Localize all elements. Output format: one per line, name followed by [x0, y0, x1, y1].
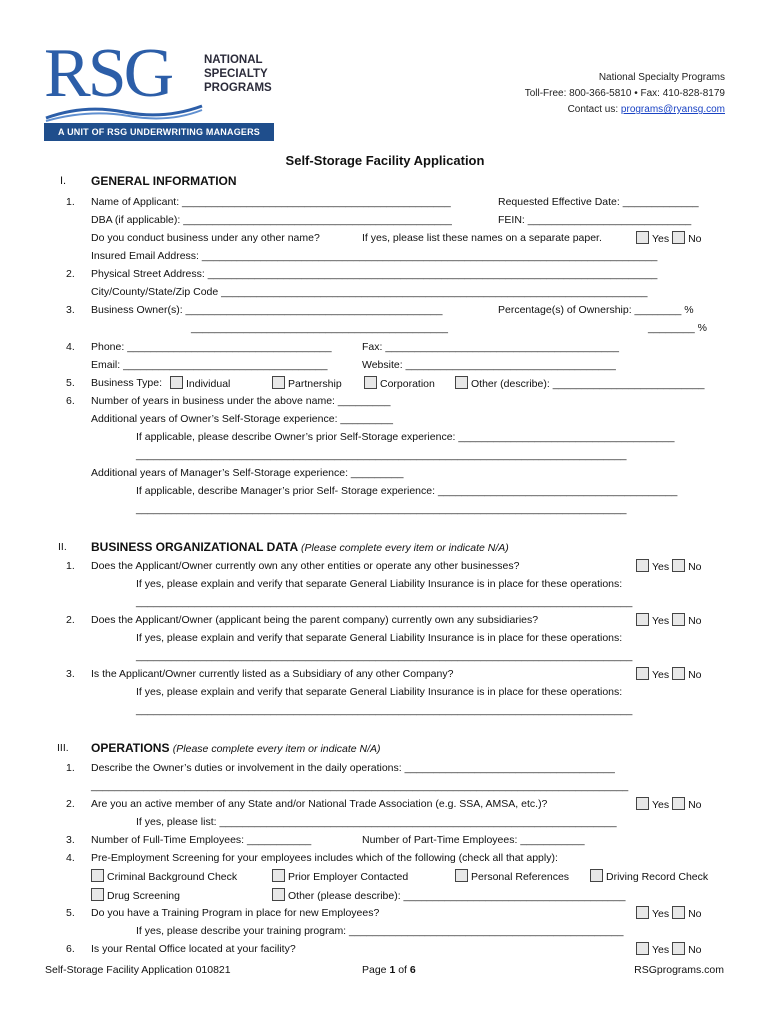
training-program-field[interactable]: If yes, please describe your training program: _______________________________________________ — [136, 925, 624, 937]
option-label: Driving Record Check — [606, 871, 709, 883]
checkbox[interactable] — [272, 869, 285, 882]
insured-email-field[interactable]: Insured Email Address: ______________________________________________________________________________ — [91, 250, 658, 262]
yes-label: Yes — [652, 908, 670, 920]
yes-no-group — [636, 942, 702, 956]
screening-criminal-background[interactable] — [91, 869, 237, 883]
option-label: Personal References — [471, 871, 570, 883]
contact-org: National Specialty Programs — [598, 72, 725, 83]
logo-line-1: NATIONAL — [204, 54, 263, 66]
contact-line — [525, 102, 725, 118]
checkbox[interactable] — [91, 869, 104, 882]
rental-office-question: Is your Rental Office located at your facility? — [91, 943, 296, 955]
business-type-corporation[interactable] — [364, 376, 435, 390]
business-type-other[interactable] — [455, 376, 705, 390]
yes-checkbox[interactable] — [636, 942, 649, 955]
explanation-line[interactable]: _____________________________________________________________________________________ — [136, 596, 633, 608]
q-num: 5. — [66, 907, 75, 919]
explanation-prompt: If yes, please explain and verify that separate General Liability Insurance is in place for these operations: — [136, 632, 623, 644]
ownership-percent-field-2[interactable]: ________ % — [648, 322, 707, 334]
page-title: Self-Storage Facility Application — [285, 153, 485, 168]
q-num: 1. — [66, 762, 75, 774]
subsidiaries-question: Does the Applicant/Owner (applicant being the parent company) currently own any subsidiaries? — [91, 614, 539, 626]
page-prefix: Page — [362, 964, 390, 976]
part-time-employees-field[interactable]: Number of Part-Time Employees: ___________ — [362, 834, 585, 846]
option-label: Other (describe): __________________________ — [471, 378, 705, 390]
section-2-title: BUSINESS ORGANIZATIONAL DATA — [91, 540, 298, 554]
q-num: 3. — [66, 834, 75, 846]
applicant-name-field[interactable]: Name of Applicant: ______________________________________________ — [91, 196, 451, 208]
manager-experience-desc-field[interactable]: If applicable, describe Manager’s prior Self- Storage experience: _________________________________________ — [136, 485, 678, 497]
no-label: No — [688, 233, 702, 245]
explanation-line[interactable]: _____________________________________________________________________________________ — [136, 650, 633, 662]
no-checkbox[interactable] — [672, 906, 685, 919]
yes-no-group — [636, 559, 702, 573]
q-num: 3. — [66, 304, 75, 316]
option-label: Prior Employer Contacted — [288, 871, 409, 883]
explanation-line[interactable]: _____________________________________________________________________________________ — [136, 704, 633, 716]
section-3-number: III. — [57, 742, 69, 754]
owner-duties-field[interactable]: Describe the Owner’s duties or involvement in the daily operations: ____________________________________ — [91, 762, 615, 774]
no-label: No — [688, 669, 702, 681]
subsidiary-of-question: Is the Applicant/Owner currently listed as a Subsidiary of any other Company? — [91, 668, 454, 680]
q-num: 2. — [66, 268, 75, 280]
email-field[interactable]: Email: ___________________________________ — [91, 359, 328, 371]
owner-experience-desc-field[interactable]: If applicable, please describe Owner’s prior Self-Storage experience: _____________________________________ — [136, 431, 675, 443]
yes-label: Yes — [652, 799, 670, 811]
logo-banner: A UNIT OF RSG UNDERWRITING MANAGERS — [44, 123, 274, 141]
fein-field[interactable]: FEIN: ____________________________ — [498, 214, 692, 226]
checkbox[interactable] — [170, 376, 183, 389]
contact-label: Contact us: — [567, 104, 621, 115]
no-checkbox[interactable] — [672, 231, 685, 244]
contact-phones: Toll-Free: 800-366-5810 • Fax: 410-828-8179 — [524, 88, 725, 99]
yes-no-group — [636, 797, 702, 811]
business-owner-field-2[interactable]: ____________________________________________ — [191, 322, 448, 334]
yes-checkbox[interactable] — [636, 906, 649, 919]
owner-experience-years-field[interactable]: Additional years of Owner’s Self-Storage experience: _________ — [91, 413, 393, 425]
ownership-percent-field[interactable]: Percentage(s) of Ownership: ________ % — [498, 304, 694, 316]
screening-drug[interactable] — [91, 888, 180, 902]
contact-block — [525, 70, 725, 118]
other-name-note: If yes, please list these names on a separate paper. — [362, 232, 602, 244]
q-num: 1. — [66, 560, 75, 572]
yes-label: Yes — [652, 233, 670, 245]
checkbox[interactable] — [455, 869, 468, 882]
option-label: Other (please describe): ______________________________________ — [288, 890, 626, 902]
no-checkbox[interactable] — [672, 613, 685, 626]
section-3-heading — [91, 741, 381, 755]
section-3-note: (Please complete every item or indicate N/A) — [172, 743, 381, 755]
effective-date-field[interactable]: Requested Effective Date: _____________ — [498, 196, 699, 208]
section-3-title: OPERATIONS — [91, 741, 170, 755]
logo-line-2: SPECIALTY — [204, 68, 268, 80]
other-entities-question: Does the Applicant/Owner currently own any other entities or operate any other businesses? — [91, 560, 520, 572]
q-num: 5. — [66, 377, 75, 389]
no-label: No — [688, 944, 702, 956]
no-label: No — [688, 615, 702, 627]
trade-association-question: Are you an active member of any State and/or National Trade Association (e.g. SSA, AMSA, etc.)? — [91, 798, 548, 810]
checkbox[interactable] — [272, 888, 285, 901]
yes-no-group — [636, 613, 702, 627]
yes-no-group — [636, 231, 702, 245]
rsg-logo — [44, 35, 284, 144]
screening-driving-record[interactable] — [590, 869, 708, 883]
owner-experience-desc-line[interactable]: ____________________________________________________________________________________ — [136, 449, 627, 461]
street-address-field[interactable]: Physical Street Address: _____________________________________________________________________________ — [91, 268, 658, 280]
explanation-prompt: If yes, please explain and verify that separate General Liability Insurance is in place for these operations: — [136, 578, 623, 590]
years-in-business-field[interactable]: Number of years in business under the above name: _________ — [91, 395, 391, 407]
section-2-heading — [91, 540, 509, 554]
no-label: No — [688, 799, 702, 811]
logo-wordmark: RSG — [44, 35, 172, 112]
yes-checkbox[interactable] — [636, 613, 649, 626]
yes-label: Yes — [652, 615, 670, 627]
yes-no-group — [636, 667, 702, 681]
business-type-partnership[interactable] — [272, 376, 342, 390]
logo-line-3: PROGRAMS — [204, 82, 272, 94]
checkbox[interactable] — [455, 376, 468, 389]
business-type-individual[interactable] — [170, 376, 230, 390]
screening-prior-employer[interactable] — [272, 869, 408, 883]
q-num: 4. — [66, 852, 75, 864]
city-state-zip-field[interactable]: City/County/State/Zip Code _________________________________________________________________________ — [91, 286, 648, 298]
explanation-prompt: If yes, please explain and verify that separate General Liability Insurance is in place for these operations: — [136, 686, 623, 698]
yes-label: Yes — [652, 944, 670, 956]
yes-checkbox[interactable] — [636, 559, 649, 572]
option-label: Individual — [186, 378, 231, 390]
screening-personal-references[interactable] — [455, 869, 569, 883]
footer-form-id: Self-Storage Facility Application 010821 — [45, 964, 231, 976]
checkbox[interactable] — [91, 888, 104, 901]
page-current: 1 — [389, 964, 396, 976]
yes-checkbox[interactable] — [636, 231, 649, 244]
yes-checkbox[interactable] — [636, 797, 649, 810]
q-num: 6. — [66, 943, 75, 955]
yes-checkbox[interactable] — [636, 667, 649, 680]
checkbox[interactable] — [272, 376, 285, 389]
option-label: Drug Screening — [107, 890, 180, 902]
contact-email-link[interactable]: programs@ryansg.com — [620, 104, 725, 115]
page-total: 6 — [409, 964, 416, 976]
q-num: 3. — [66, 668, 75, 680]
q-num: 2. — [66, 798, 75, 810]
no-checkbox[interactable] — [672, 942, 685, 955]
q-num: 2. — [66, 614, 75, 626]
manager-experience-years-field[interactable]: Additional years of Manager’s Self-Storage experience: _________ — [91, 467, 404, 479]
section-2-number: II. — [58, 541, 67, 553]
business-type-label: Business Type: — [91, 377, 163, 389]
section-2-note: (Please complete every item or indicate N/A) — [301, 542, 509, 554]
q-num: 6. — [66, 395, 75, 407]
screening-other[interactable] — [272, 888, 625, 902]
yes-no-group — [636, 906, 702, 920]
business-owner-field[interactable]: Business Owner(s): ____________________________________________ — [91, 304, 443, 316]
manager-experience-desc-line[interactable]: ____________________________________________________________________________________ — [136, 503, 627, 515]
checkbox[interactable] — [364, 376, 377, 389]
page-of: of — [395, 964, 410, 976]
other-name-question: Do you conduct business under any other name? — [91, 232, 320, 244]
no-label: No — [688, 561, 702, 573]
dba-field[interactable]: DBA (if applicable): ______________________________________________ — [91, 214, 452, 226]
fax-field[interactable]: Fax: ________________________________________ — [362, 341, 619, 353]
option-label: Partnership — [288, 378, 342, 390]
logo-tagline — [204, 53, 272, 95]
footer-website: RSGprograms.com — [634, 964, 724, 976]
q-num: 1. — [66, 196, 75, 208]
section-1-title: GENERAL INFORMATION — [91, 174, 237, 188]
checkbox[interactable] — [590, 869, 603, 882]
no-checkbox[interactable] — [672, 667, 685, 680]
full-time-employees-field[interactable]: Number of Full-Time Employees: ___________ — [91, 834, 312, 846]
option-label: Criminal Background Check — [107, 871, 238, 883]
website-field[interactable]: Website: ____________________________________ — [362, 359, 616, 371]
q-num: 4. — [66, 341, 75, 353]
no-checkbox[interactable] — [672, 559, 685, 572]
owner-duties-line[interactable]: ____________________________________________________________________________________________ — [91, 780, 629, 792]
yes-label: Yes — [652, 561, 670, 573]
option-label: Corporation — [380, 378, 435, 390]
training-program-question: Do you have a Training Program in place for new Employees? — [91, 907, 380, 919]
logo-swoosh-icon — [44, 100, 204, 122]
no-label: No — [688, 908, 702, 920]
screening-question: Pre-Employment Screening for your employees includes which of the following (check all that apply): — [91, 852, 558, 864]
no-checkbox[interactable] — [672, 797, 685, 810]
phone-field[interactable]: Phone: ___________________________________ — [91, 341, 332, 353]
footer-page-number — [362, 964, 416, 976]
trade-association-list-field[interactable]: If yes, please list: ____________________________________________________________________ — [136, 816, 617, 828]
section-1-number: I. — [60, 175, 67, 187]
yes-label: Yes — [652, 669, 670, 681]
